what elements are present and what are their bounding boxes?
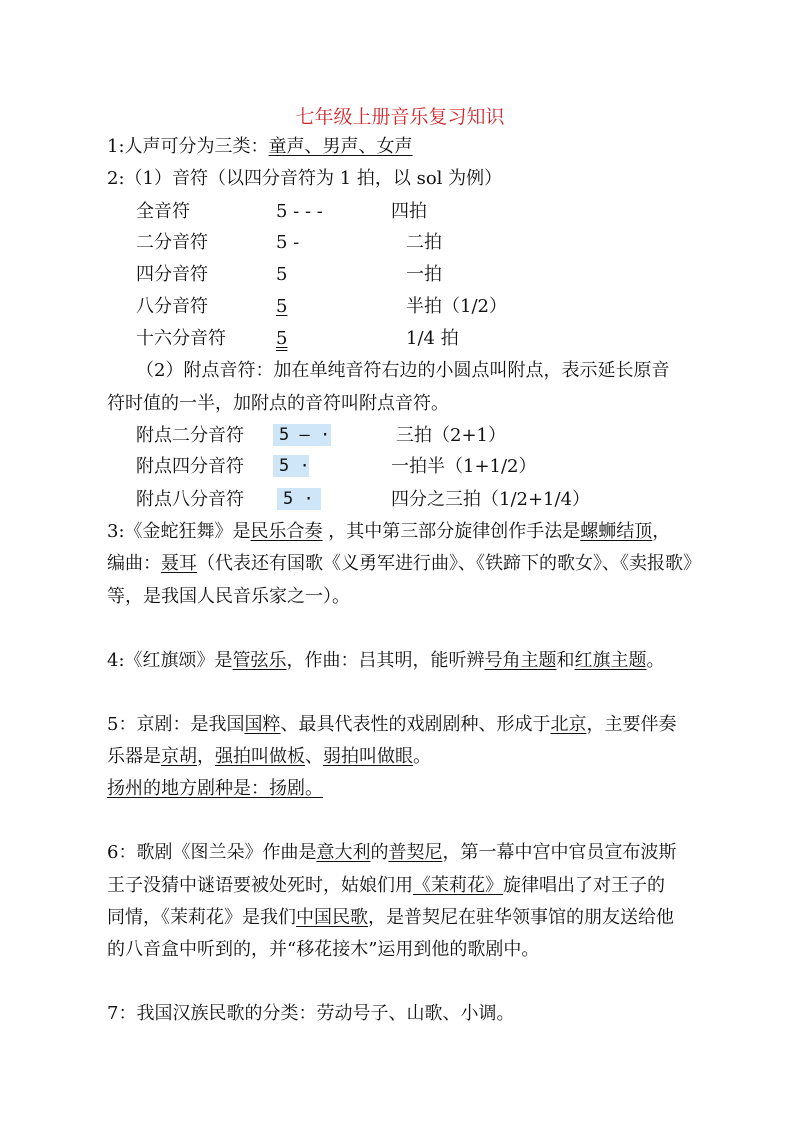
note-row — [0, 200, 800, 224]
note-beats: 四拍 — [391, 201, 427, 222]
section-6-line-4: 的八音盒中听到的，并“移花接木”运用到他的歌剧中。 — [107, 939, 540, 960]
s3-text: （代表还有国歌《义勇军进行曲》、《铁蹄下的歌女》、《卖报歌》 — [197, 553, 701, 574]
dotted-note-name: 附点八分音符 — [136, 489, 244, 510]
s5-answer-national-essence: 国粹 — [244, 714, 281, 735]
section-3-line-2 — [107, 552, 701, 576]
section-5-line-1 — [107, 713, 676, 737]
note-beats: 1/4 拍 — [406, 328, 459, 349]
s3-answer-technique: 螺蛳结顶 — [580, 521, 653, 542]
s4-text: 4:《红旗颂》是 — [107, 650, 233, 671]
dotted-note-row — [0, 424, 800, 448]
s4-answer-genre: 管弦乐 — [232, 650, 287, 671]
dotted-note-name: 附点二分音符 — [136, 425, 244, 446]
dotted-note-name: 附点四分音符 — [136, 456, 244, 477]
note-beats: 二拍 — [406, 232, 442, 253]
s3-answer-composer: 聂耳 — [161, 553, 197, 574]
s5-answer-beijing: 北京 — [550, 714, 587, 735]
note-row — [0, 231, 800, 255]
s4-text: 和 — [556, 650, 575, 671]
note-name: 二分音符 — [136, 232, 208, 253]
s6-text: 同情，《茉莉花》是我们 — [107, 907, 296, 928]
s3-answer-ensemble: 民乐合奏 — [250, 521, 323, 542]
note-symbol: 5 - — [276, 232, 300, 253]
s1-prefix: 1:人声可分为三类： — [107, 136, 269, 157]
s3-text: 3:《金蛇狂舞》是 — [107, 521, 251, 542]
note-name: 八分音符 — [136, 296, 208, 317]
dotted-note-row — [0, 455, 800, 479]
s6-text: 王子没猜中谜语要被处死时，姑娘们用 — [107, 875, 413, 896]
note-name: 全音符 — [136, 201, 190, 222]
s3-text: 编曲： — [107, 553, 161, 574]
section-2-heading: 2:（1）音符（以四分音符为 1 拍，以 sol 为例） — [107, 168, 503, 189]
note-row — [0, 263, 800, 287]
note-beats: 一拍 — [406, 264, 442, 285]
s5-answer-jinghu: 京胡 — [161, 746, 197, 767]
s6-text: ，是普契尼在驻华领事馆的朋友送给他 — [368, 907, 674, 928]
s5-text: 、最具代表性的戏剧剧种、形成于 — [280, 714, 551, 735]
section-3-line-1 — [107, 520, 670, 544]
document-title: 七年级上册音乐复习知识 — [295, 106, 505, 128]
section-1 — [107, 135, 413, 159]
s4-text: 。 — [646, 650, 665, 671]
section-5-line-2 — [107, 745, 431, 769]
s6-answer-italy: 意大利 — [316, 842, 371, 863]
dotted-note-beats: 一拍半（1+1/2） — [391, 456, 537, 477]
section-6-line-2 — [107, 874, 665, 898]
s6-answer-puccini: 普契尼 — [388, 842, 443, 863]
s5-answer-weak-beat: 弱拍叫做眼 — [323, 746, 413, 767]
dotted-intro-line-2: 符时值的一半，加附点的音符叫附点音符。 — [107, 393, 449, 414]
note-row — [0, 295, 800, 319]
s6-text: 6：歌剧《图兰朵》作曲是 — [107, 842, 317, 863]
dotted-note-symbol: 5 — · — [273, 424, 331, 446]
dotted-note-row — [0, 488, 800, 512]
s4-answer-flag-theme: 红旗主题 — [574, 650, 647, 671]
note-symbol: 5 — [276, 264, 288, 285]
s6-answer-chinese-folk-song: 中国民歌 — [296, 907, 368, 928]
s5-text: 乐器是 — [107, 746, 161, 767]
s5-answer-strong-beat: 强拍叫做板 — [215, 746, 305, 767]
dotted-note-symbol: 5 · — [273, 455, 309, 477]
note-row — [0, 327, 800, 351]
note-symbol: 5 — [276, 328, 288, 349]
note-symbol: 5 — [276, 296, 288, 317]
note-name: 四分音符 — [136, 264, 208, 285]
section-6-line-3 — [107, 906, 674, 930]
note-symbol: 5 - - - — [276, 201, 323, 222]
s5-text: ，主要伴奏 — [586, 714, 677, 735]
section-6-line-1 — [107, 841, 676, 865]
s3-text: ，其中第三部分旋律创作手法是 — [322, 521, 581, 542]
s3-text: ， — [652, 521, 671, 542]
dotted-note-symbol: 5 · — [277, 488, 321, 510]
dotted-intro-line-1: （2）附点音符：加在单纯音符右边的小圆点叫附点，表示延长原音 — [136, 360, 670, 381]
section-5-line-3: 扬州的地方剧种是：扬剧。 — [107, 778, 323, 799]
s5-text: 5：京剧：是我国 — [107, 714, 245, 735]
dotted-note-beats: 四分之三拍（1/2+1/4） — [391, 489, 591, 510]
s6-text: 旋律唱出了对王子的 — [503, 875, 665, 896]
note-beats: 半拍（1/2） — [406, 296, 507, 317]
s6-text: ，第一幕中宫中官员宣布波斯 — [442, 842, 677, 863]
s1-answer: 童声、男声、女声 — [268, 136, 413, 157]
s5-text: 、 — [305, 746, 323, 767]
s5-text: ， — [197, 746, 215, 767]
s4-text: ，作曲：吕其明，能听辨 — [286, 650, 485, 671]
section-3-line-3: 等，是我国人民音乐家之一）。 — [107, 586, 350, 607]
dotted-note-beats: 三拍（2+1） — [396, 425, 506, 446]
section-4 — [107, 649, 665, 673]
s6-text: 的 — [370, 842, 389, 863]
s6-answer-jasmine: 《茉莉花》 — [413, 875, 503, 896]
s4-answer-horn-theme: 号角主题 — [484, 650, 557, 671]
s5-text: 。 — [413, 746, 431, 767]
section-7: 7：我国汉族民歌的分类：劳动号子、山歌、小调。 — [107, 1003, 515, 1024]
note-name: 十六分音符 — [136, 328, 226, 349]
